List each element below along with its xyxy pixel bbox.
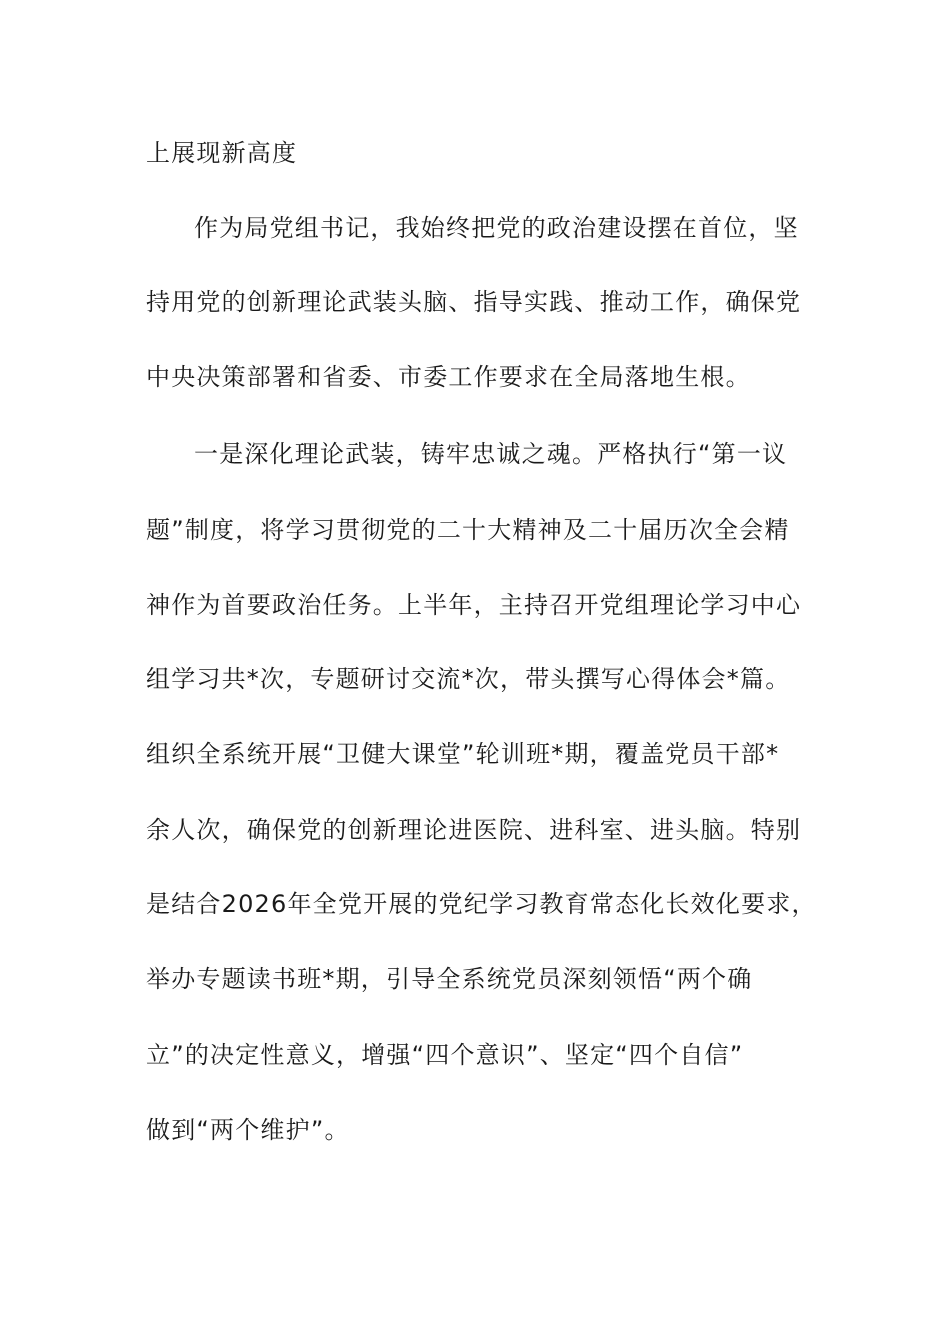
text-line: 持用党的创新理论武装头脑、指导实践、推动工作，确保党 bbox=[146, 288, 802, 316]
text-line: 神作为首要政治任务。上半年，主持召开党组理论学习中心 bbox=[146, 591, 802, 619]
text-line: 组织全系统开展“卫健大课堂”轮训班*期，覆盖党员干部* bbox=[146, 740, 780, 768]
text-line: 中央决策部署和省委、市委工作要求在全局落地生根。 bbox=[146, 363, 751, 391]
paragraph-first-line: 作为局党组书记，我始终把党的政治建设摆在首位，坚 bbox=[194, 214, 799, 242]
text-line: 做到“两个维护”。 bbox=[146, 1116, 350, 1144]
text-line: 上展现新高度 bbox=[146, 139, 298, 167]
text-line: 举办专题读书班*期，引导全系统党员深刻领悟“两个确 bbox=[146, 965, 753, 993]
text-line: 余人次，确保党的创新理论进医院、进科室、进头脑。特别 bbox=[146, 816, 802, 844]
paragraph-first-line: 一是深化理论武装，铸牢忠诚之魂。严格执行“第一议 bbox=[194, 440, 788, 468]
text-line: 组学习共*次，专题研讨交流*次，带头撰写心得体会*篇。 bbox=[146, 665, 791, 693]
text-line: 是结合2026年全党开展的党纪学习教育常态化长效化要求， bbox=[146, 890, 817, 918]
text-line: 题”制度，将学习贯彻党的二十大精神及二十届历次全会精 bbox=[146, 516, 790, 544]
text-line: 立”的决定性意义，增强“四个意识”、坚定“四个自信” bbox=[146, 1041, 744, 1069]
